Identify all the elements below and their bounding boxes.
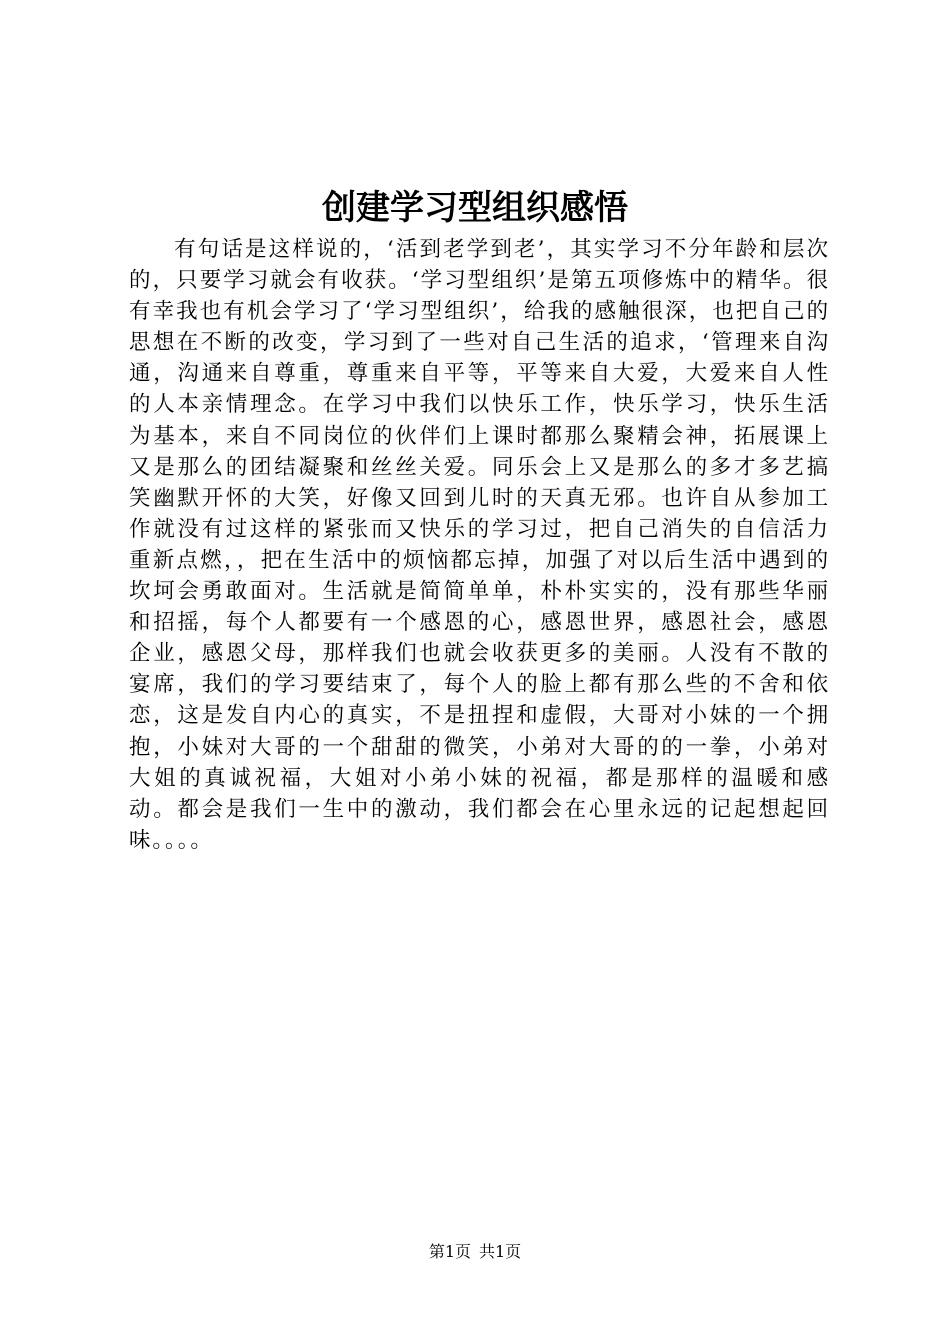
body-paragraph: 有句话是这样说的，‘活到老学到老’，其实学习不分年龄和层次的，只要学习就会有收获。‘学习型组织’是第五项修炼中的精华。很有幸我也有机会学习了‘学习型组织’，给我的感触很深，也把自己的思想在不断的改变，学习到了一些对自己生活的追求，‘管理来自沟通，沟通来自尊重，尊重来自平等，平等来自大爱，大爱来自人性的人本亲情理念。在学习中我们以快乐工作，快乐学习，快乐生活为基本，来自不同岗位的伙伴们上课时都那么聚精会神，拓展课上又是那么的团结凝聚和丝丝关爱。同乐会上又是那么的多才多艺搞笑幽默开怀的大笑，好像又回到儿时的天真无邪。也许自从参加工作就没有过这样的紧张而又快乐的学习过，把自己消失的自信活力重新点燃，，把在生活中的烦恼都忘掉，加强了对以后生活中遇到的坎坷会勇敢面对。生活就是简简单单，朴朴实实的，没有那些华丽和招摇，每个人都要有一个感恩的心，感恩世界，感恩社会，感恩企业，感恩父母，那样我们也就会收获更多的美丽。人没有不散的宴席，我们的学习要结束了，每个人的脸上都有那么些的不舍和依恋，这是发自内心的真实，不是扭捏和虚假，大哥对小妹的一个拥抱，小妹对大哥的一个甜甜的微笑，小弟对大哥的的一拳，小弟对大姐的真诚祝福，大姐对小弟小妹的祝福，都是那样的温暖和感动。都会是我们一生中的激动，我们都会在心里永远的记起想起回味。。。。 bbox=[129, 237, 830, 853]
page-number-total: 共1页 bbox=[479, 1242, 522, 1261]
page-title: 创建学习型组织感悟 bbox=[322, 188, 628, 228]
page-footer bbox=[0, 1241, 950, 1263]
page-number-current: 第1页 bbox=[428, 1242, 471, 1261]
